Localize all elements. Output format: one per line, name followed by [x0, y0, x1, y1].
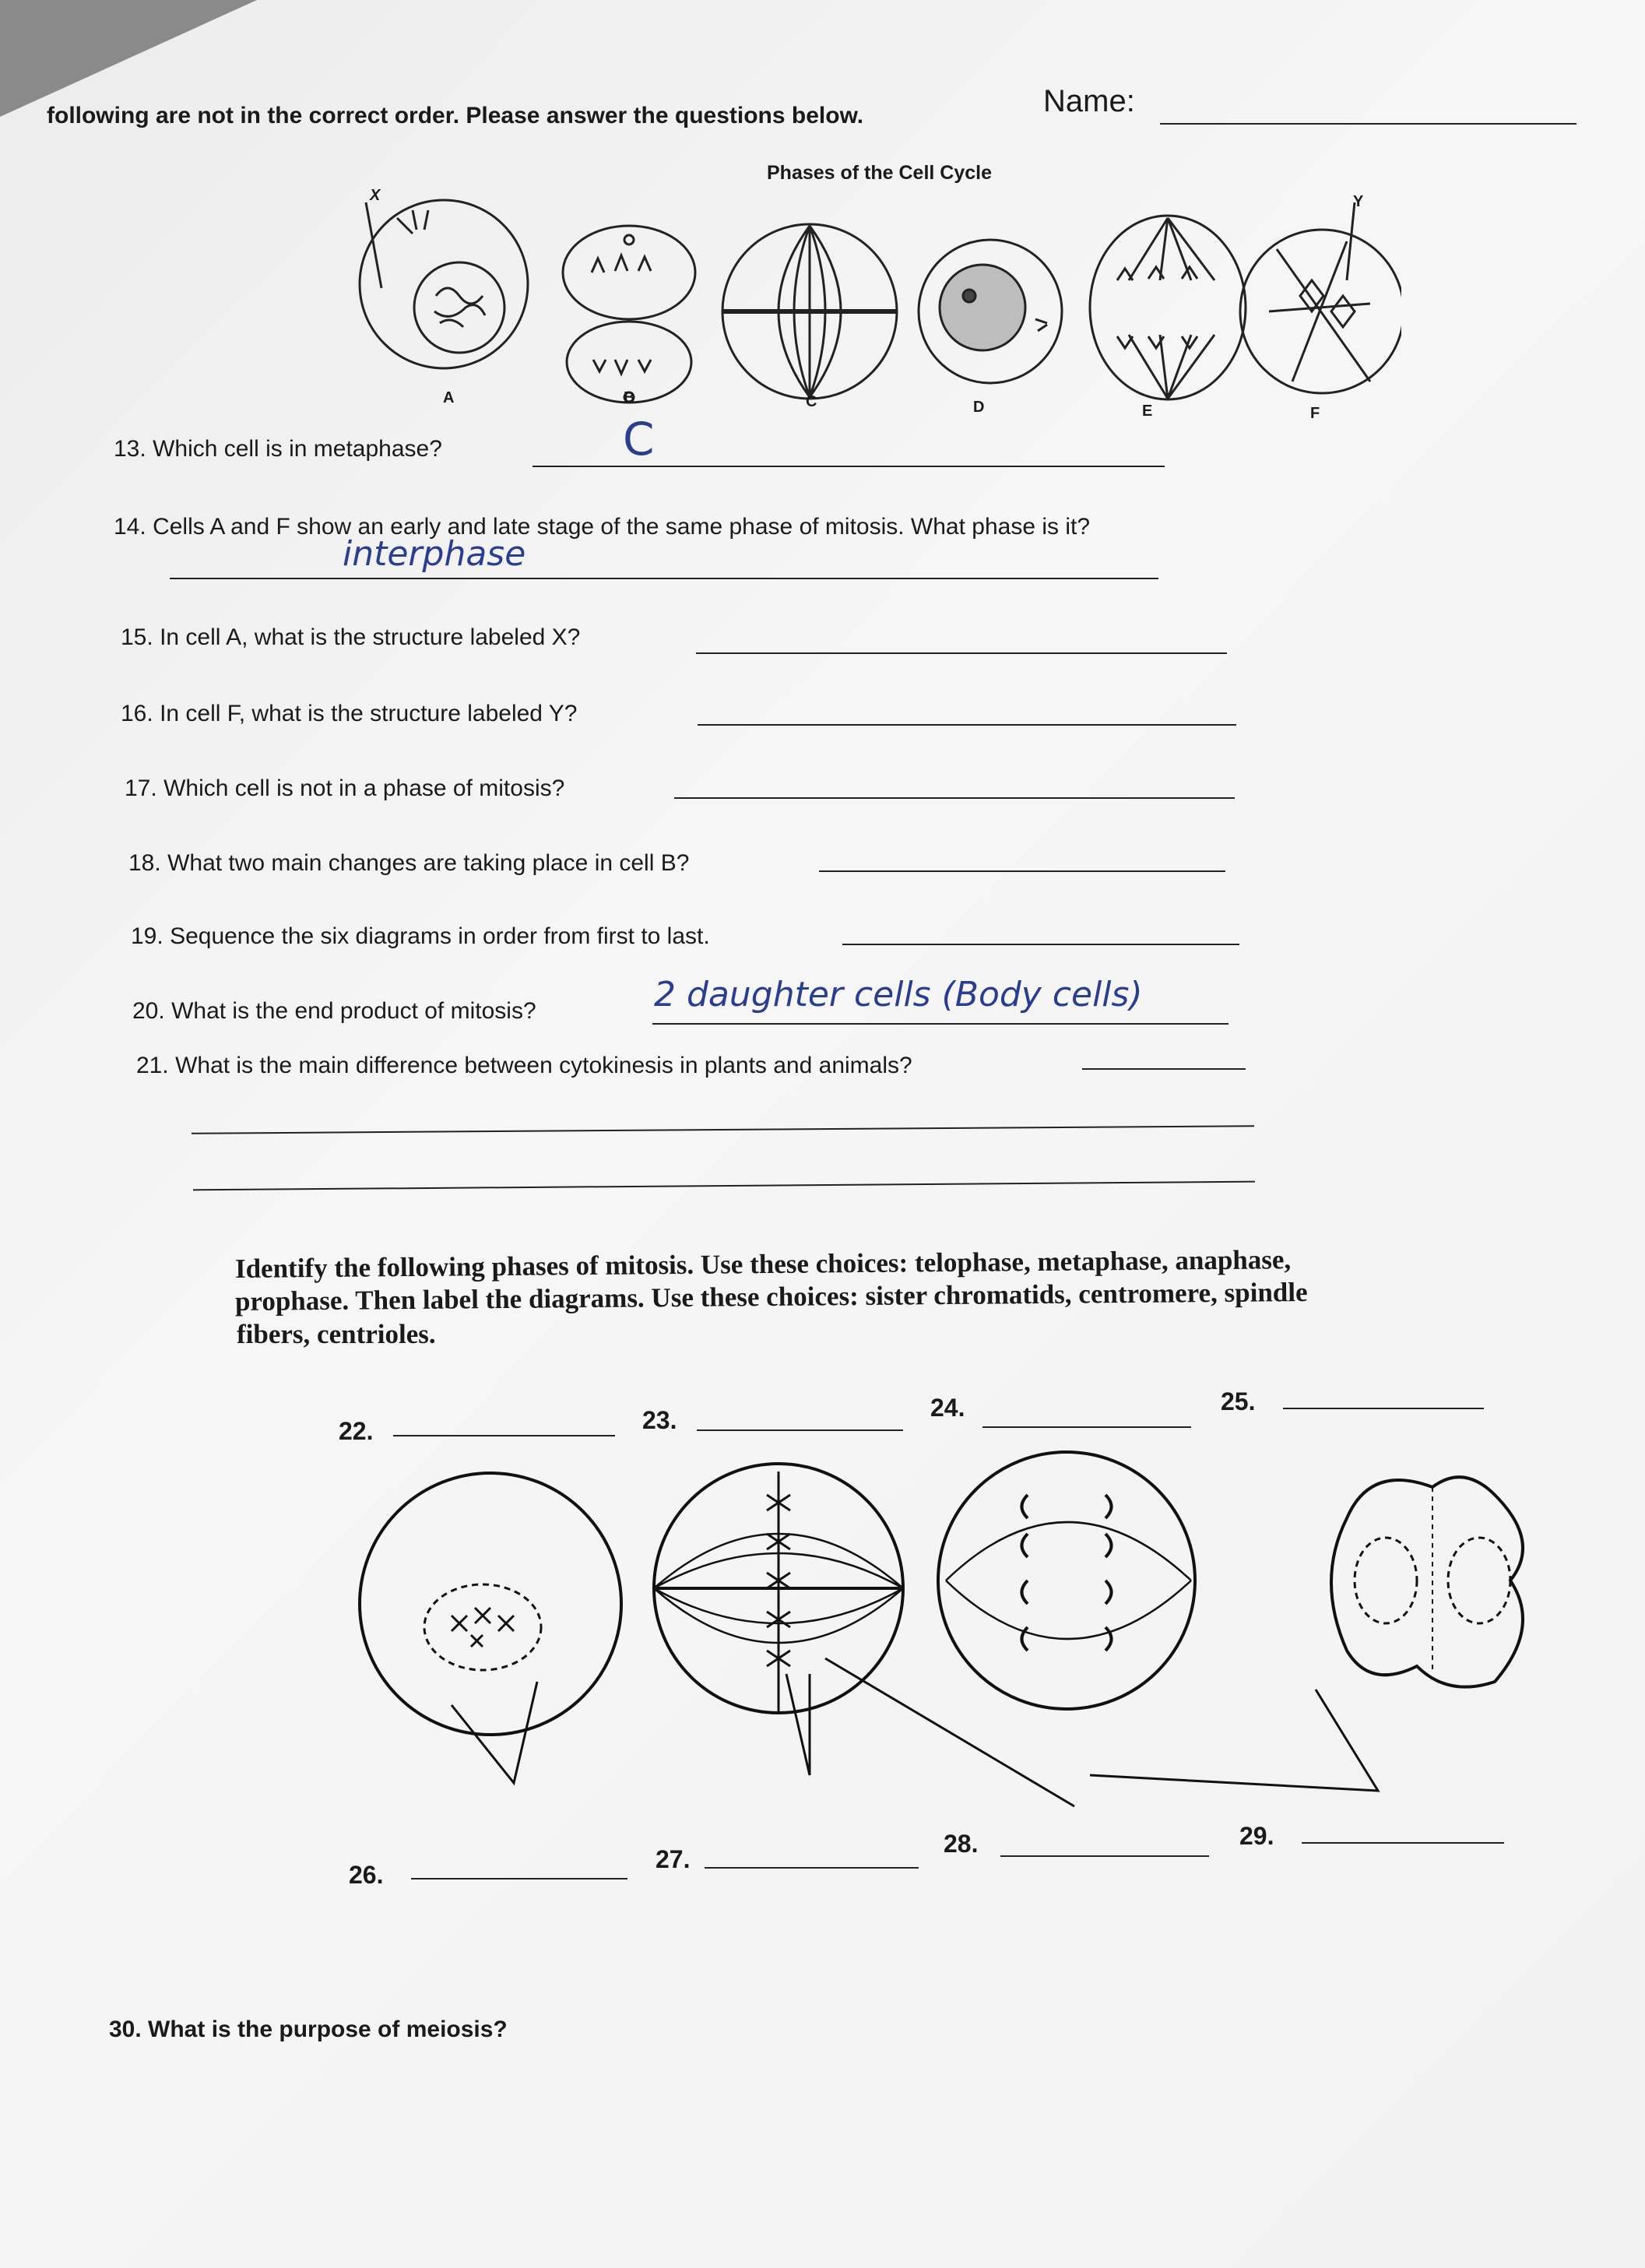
- question-20: 20. What is the end product of mitosis?: [132, 998, 536, 1024]
- cell-label-d: D: [973, 399, 985, 416]
- answer-line-13[interactable]: [533, 466, 1165, 467]
- cell-f-drawing: [1240, 202, 1401, 393]
- question-17: 17. Which cell is not in a phase of mitosis?: [125, 775, 565, 801]
- answer-20: 2 daughter cells (Body cells): [654, 975, 1143, 1014]
- answer-line-20[interactable]: [652, 1023, 1228, 1025]
- mitosis-diagrams: [343, 1448, 1557, 1822]
- blank-23-line[interactable]: [697, 1429, 903, 1431]
- question-30: 30. What is the purpose of meiosis?: [109, 2017, 508, 2042]
- blank-25-label: 25.: [1221, 1387, 1256, 1415]
- blank-23-label: 23.: [642, 1406, 677, 1434]
- blank-22-line[interactable]: [393, 1435, 615, 1436]
- instructions-line-2: prophase. Then label the diagrams. Use these choices: sister chromatids, centromere, spindle: [234, 1276, 1308, 1317]
- blank-25-line[interactable]: [1283, 1408, 1484, 1409]
- label-y: Y: [1353, 193, 1364, 210]
- answer-line-21b[interactable]: [192, 1125, 1254, 1134]
- question-21: 21. What is the main difference between cytokinesis in plants and animals?: [136, 1053, 912, 1078]
- blank-29-label: 29.: [1239, 1822, 1274, 1850]
- blank-26-label: 26.: [349, 1861, 384, 1889]
- answer-line-21a[interactable]: [1082, 1068, 1246, 1070]
- answer-14: interphase: [343, 534, 526, 574]
- cell-label-f: F: [1310, 405, 1320, 422]
- answer-line-21c[interactable]: [193, 1181, 1255, 1191]
- cell-a-drawing: [360, 200, 528, 368]
- answer-line-18[interactable]: [819, 870, 1225, 872]
- answer-13: C: [623, 413, 655, 466]
- answer-line-15[interactable]: [696, 652, 1227, 654]
- question-13: 13. Which cell is in metaphase?: [114, 436, 442, 462]
- name-line[interactable]: [1160, 123, 1576, 125]
- answer-line-14[interactable]: [170, 578, 1158, 579]
- blank-28-label: 28.: [944, 1830, 979, 1858]
- instructions-line-3: fibers, centrioles.: [237, 1319, 436, 1349]
- blank-24-line[interactable]: [982, 1426, 1191, 1428]
- cell-label-a: A: [443, 389, 455, 406]
- question-15: 15. In cell A, what is the structure labeled X?: [121, 624, 581, 650]
- answer-line-16[interactable]: [698, 724, 1236, 726]
- cell-e-drawing: [1090, 216, 1246, 399]
- cell-label-b: B: [624, 389, 635, 406]
- cell-cycle-diagrams: [343, 156, 1401, 436]
- name-label: Name:: [1043, 84, 1135, 118]
- instructions-line-1: Identify the following phases of mitosis. Use these choices: telophase, metaphase, anaphase,: [234, 1244, 1292, 1284]
- blank-27-line[interactable]: [705, 1867, 919, 1869]
- question-16: 16. In cell F, what is the structure labeled Y?: [121, 701, 578, 726]
- blank-27-label: 27.: [656, 1845, 691, 1873]
- cell-label-c: C: [806, 393, 817, 410]
- question-18: 18. What two main changes are taking place in cell B?: [128, 850, 690, 876]
- question-14: 14. Cells A and F show an early and late stage of the same phase of mitosis. What phase is it?: [114, 514, 1091, 540]
- blank-26-line[interactable]: [411, 1878, 627, 1879]
- blank-28-line[interactable]: [1000, 1855, 1209, 1857]
- label-x: X: [370, 187, 381, 204]
- cell-b-drawing: [563, 226, 695, 403]
- cell-label-e: E: [1142, 403, 1153, 420]
- page-corner-shadow: [0, 0, 257, 117]
- blank-24-label: 24.: [930, 1394, 965, 1422]
- cell-c-drawing: [722, 224, 897, 399]
- answer-line-19[interactable]: [842, 944, 1239, 945]
- question-19: 19. Sequence the six diagrams in order from first to last.: [131, 923, 710, 949]
- intro-text: following are not in the correct order. Please answer the questions below.: [47, 103, 864, 128]
- diagram-title: Phases of the Cell Cycle: [767, 162, 993, 184]
- blank-22-label: 22.: [339, 1417, 374, 1445]
- blank-29-line[interactable]: [1302, 1842, 1504, 1844]
- answer-line-17[interactable]: [674, 797, 1235, 799]
- cell-d-drawing: [919, 240, 1062, 383]
